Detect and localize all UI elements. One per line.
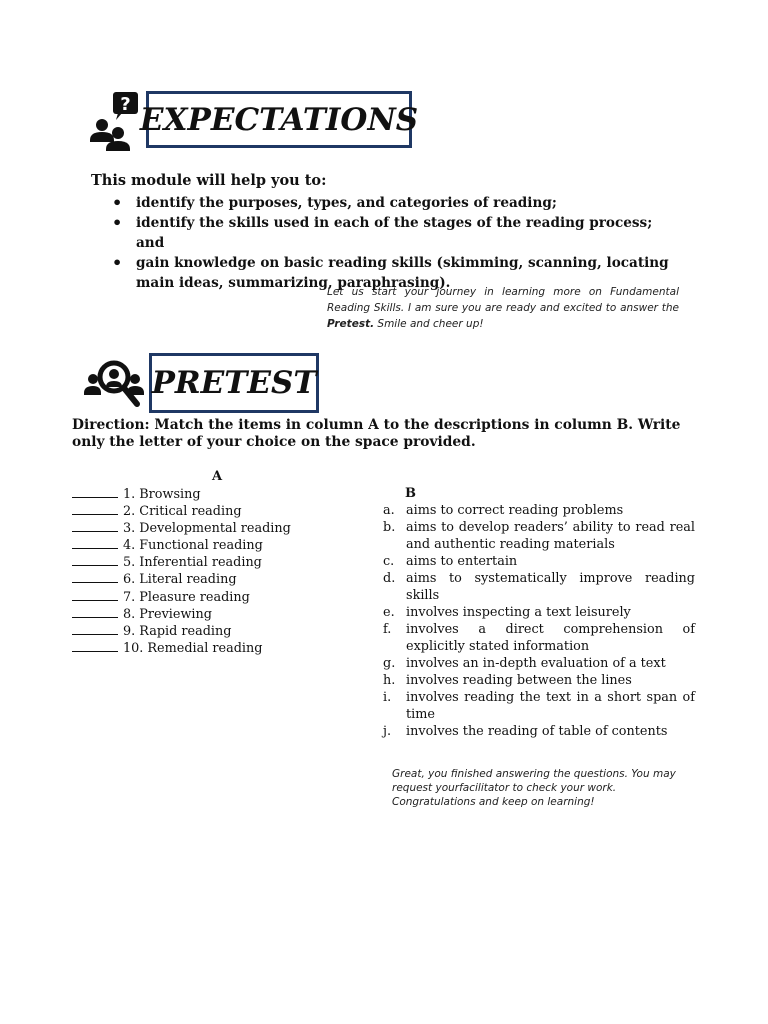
direction-label: Direction: bbox=[72, 417, 150, 433]
item-description: aims to entertain bbox=[406, 554, 518, 569]
item-label: 8. Previewing bbox=[123, 606, 212, 622]
item-description: involves a direct comprehension of explicitly stated information bbox=[406, 622, 695, 654]
column-a-list bbox=[72, 486, 291, 657]
item-description: involves the reading of table of contents bbox=[406, 724, 668, 739]
column-b-list bbox=[383, 502, 695, 740]
answer-blank[interactable] bbox=[72, 640, 118, 652]
people-question-icon bbox=[88, 91, 140, 153]
column-a-item bbox=[72, 571, 291, 588]
item-letter: i. bbox=[383, 690, 392, 705]
column-b-item bbox=[383, 672, 695, 689]
column-b-heading: B bbox=[405, 486, 416, 501]
item-label: 10. Remedial reading bbox=[123, 640, 263, 656]
column-a-item bbox=[72, 606, 291, 623]
item-description: aims to correct reading problems bbox=[406, 503, 624, 518]
item-letter: e. bbox=[383, 605, 395, 620]
closing-note: Great, you finished answering the questions. You may request yourfacilitator to check your work. Congratulations and keep on learning! bbox=[392, 768, 676, 808]
note-emphasis: Pretest. bbox=[327, 318, 375, 330]
column-b-item bbox=[383, 604, 695, 621]
item-letter: j. bbox=[383, 724, 392, 739]
direction-text: Match the items in column A to the descriptions in column B. Write only the letter of your choice on the space provided. bbox=[72, 417, 681, 450]
answer-blank[interactable] bbox=[72, 589, 118, 601]
column-b-item bbox=[383, 553, 695, 570]
answer-blank[interactable] bbox=[72, 520, 118, 532]
column-b-item bbox=[383, 621, 695, 655]
item-label: 2. Critical reading bbox=[123, 504, 242, 520]
column-a-heading: A bbox=[212, 469, 223, 484]
item-description: involves reading the text in a short span of time bbox=[406, 690, 695, 722]
column-b-item bbox=[383, 502, 695, 519]
column-b-item bbox=[383, 689, 695, 723]
item-label: 4. Functional reading bbox=[123, 538, 263, 554]
item-letter: f. bbox=[383, 622, 392, 637]
item-label: 6. Literal reading bbox=[123, 572, 237, 588]
item-letter: b. bbox=[383, 520, 396, 535]
item-label: 3. Developmental reading bbox=[123, 521, 291, 537]
column-a-item bbox=[72, 486, 291, 503]
pretest-title: PRETEST bbox=[149, 353, 319, 413]
item-label: 7. Pleasure reading bbox=[123, 589, 250, 605]
item-description: aims to systematically improve reading skills bbox=[406, 571, 695, 603]
column-a-item bbox=[72, 623, 291, 640]
column-b-item bbox=[383, 570, 695, 604]
encouragement-note bbox=[327, 284, 679, 332]
item-description: aims to develop readers’ ability to read real and authentic reading materials bbox=[406, 520, 695, 552]
answer-blank[interactable] bbox=[72, 486, 118, 498]
note-text-end: Smile and cheer up! bbox=[374, 318, 484, 330]
people-search-icon bbox=[83, 357, 145, 409]
objectives-list bbox=[112, 193, 672, 293]
item-description: involves an in-depth evaluation of a text bbox=[406, 656, 666, 671]
objective-item: • gain knowledge on basic reading skills (skimming, scanning, locating main ideas, summarizing, paraphrasing). bbox=[112, 253, 672, 293]
answer-blank[interactable] bbox=[72, 537, 118, 549]
item-letter: h. bbox=[383, 673, 396, 688]
column-a-item bbox=[72, 503, 291, 520]
column-a-item bbox=[72, 520, 291, 537]
item-letter: g. bbox=[383, 656, 396, 671]
column-a-item bbox=[72, 640, 291, 657]
item-description: involves reading between the lines bbox=[406, 673, 632, 688]
answer-blank[interactable] bbox=[72, 571, 118, 583]
expectations-title: EXPECTATIONS bbox=[146, 91, 412, 148]
item-letter: c. bbox=[383, 554, 395, 569]
item-letter: a. bbox=[383, 503, 395, 518]
item-label: 9. Rapid reading bbox=[123, 623, 232, 639]
objective-item: • identify the purposes, types, and categories of reading; bbox=[112, 193, 672, 213]
answer-blank[interactable] bbox=[72, 623, 118, 635]
column-a-item bbox=[72, 589, 291, 606]
column-a-item bbox=[72, 537, 291, 554]
column-a-item bbox=[72, 554, 291, 571]
answer-blank[interactable] bbox=[72, 554, 118, 566]
svg-text:?: ? bbox=[120, 94, 131, 115]
item-label: 1. Browsing bbox=[123, 487, 201, 502]
pretest-direction bbox=[72, 417, 702, 451]
column-b-item bbox=[383, 723, 695, 740]
column-b-item bbox=[383, 655, 695, 672]
answer-blank[interactable] bbox=[72, 606, 118, 618]
note-text: Let us start your journey in learning more on Fundamental Reading Skills. I am sure you are ready and excited to answer the bbox=[327, 286, 679, 314]
item-description: involves inspecting a text leisurely bbox=[406, 605, 631, 620]
answer-blank[interactable] bbox=[72, 503, 118, 515]
expectations-intro: This module will help you to: bbox=[91, 172, 327, 189]
column-b-item bbox=[383, 519, 695, 553]
item-letter: d. bbox=[383, 571, 396, 586]
objective-item: • identify the skills used in each of the stages of the reading process; and bbox=[112, 213, 672, 253]
item-label: 5. Inferential reading bbox=[123, 555, 262, 571]
